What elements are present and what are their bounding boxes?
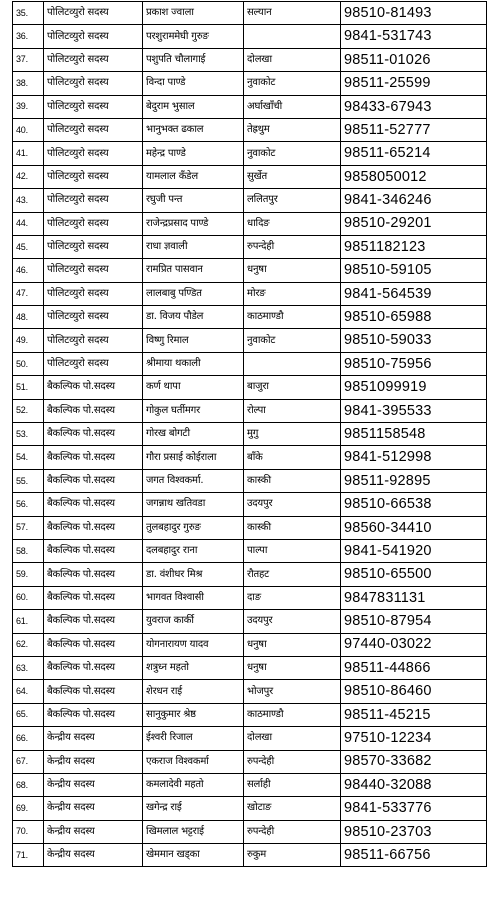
member-name-cell: यामलाल कँडेल bbox=[143, 165, 244, 188]
position-cell: बैकल्पिक पो.सदस्य bbox=[44, 656, 143, 679]
position-cell: पोलिटव्युरो सदस्य bbox=[44, 142, 143, 165]
phone-number-cell: 9841-346246 bbox=[341, 189, 487, 212]
phone-number-cell: 98511-52777 bbox=[341, 118, 487, 141]
member-name-cell: गौरा प्रसाई कोईराला bbox=[143, 446, 244, 469]
member-name-cell: भानुभक्त ढकाल bbox=[143, 118, 244, 141]
district-cell: उदयपुर bbox=[244, 493, 341, 516]
member-name-cell: शत्रुध्न महतो bbox=[143, 656, 244, 679]
table-row bbox=[13, 563, 487, 586]
position-cell: केन्द्रीय सदस्य bbox=[44, 844, 143, 867]
district-cell: रुपन्देही bbox=[244, 820, 341, 843]
phone-number-cell: 98511-66756 bbox=[341, 844, 487, 867]
phone-number-cell: 9841-564539 bbox=[341, 282, 487, 305]
district-cell: काठमाण्डौ bbox=[244, 306, 341, 329]
serial-number-cell: 37. bbox=[13, 48, 44, 71]
district-cell: उदयपुर bbox=[244, 610, 341, 633]
position-cell: पोलिटव्युरो सदस्य bbox=[44, 235, 143, 258]
phone-number-cell: 98511-01026 bbox=[341, 48, 487, 71]
member-name-cell: रघुजी पन्त bbox=[143, 189, 244, 212]
serial-number-cell: 64. bbox=[13, 680, 44, 703]
member-name-cell: विष्णु रिमाल bbox=[143, 329, 244, 352]
table-row bbox=[13, 586, 487, 609]
position-cell: बैकल्पिक पो.सदस्य bbox=[44, 539, 143, 562]
position-cell: केन्द्रीय सदस्य bbox=[44, 820, 143, 843]
phone-number-cell: 97440-03022 bbox=[341, 633, 487, 656]
serial-number-cell: 39. bbox=[13, 95, 44, 118]
phone-number-cell: 9841-541920 bbox=[341, 539, 487, 562]
table-row bbox=[13, 189, 487, 212]
serial-number-cell: 36. bbox=[13, 25, 44, 48]
district-cell: दाङ bbox=[244, 586, 341, 609]
district-cell: सल्यान bbox=[244, 2, 341, 25]
phone-number-cell: 98510-59033 bbox=[341, 329, 487, 352]
position-cell: पोलिटव्युरो सदस्य bbox=[44, 95, 143, 118]
position-cell: केन्द्रीय सदस्य bbox=[44, 750, 143, 773]
phone-number-cell: 98570-33682 bbox=[341, 750, 487, 773]
position-cell: पोलिटव्युरो सदस्य bbox=[44, 25, 143, 48]
district-cell: रुपन्देही bbox=[244, 750, 341, 773]
district-cell: काठमाण्डौ bbox=[244, 703, 341, 726]
phone-number-cell: 98511-65214 bbox=[341, 142, 487, 165]
serial-number-cell: 66. bbox=[13, 727, 44, 750]
phone-number-cell: 98511-44866 bbox=[341, 656, 487, 679]
table-row bbox=[13, 539, 487, 562]
member-name-cell: राधा ज्ञवाली bbox=[143, 235, 244, 258]
serial-number-cell: 53. bbox=[13, 423, 44, 446]
member-contact-table bbox=[12, 1, 487, 867]
position-cell: बैकल्पिक पो.सदस्य bbox=[44, 446, 143, 469]
phone-number-cell: 98510-29201 bbox=[341, 212, 487, 235]
member-name-cell: श्रीमाया थकाली bbox=[143, 352, 244, 375]
table-row bbox=[13, 95, 487, 118]
phone-number-cell: 9841-533776 bbox=[341, 797, 487, 820]
member-name-cell: दलबहादुर राना bbox=[143, 539, 244, 562]
member-table-body bbox=[13, 2, 487, 867]
member-name-cell: जगत विश्वकर्मा. bbox=[143, 469, 244, 492]
serial-number-cell: 40. bbox=[13, 118, 44, 141]
member-name-cell: युवराज कार्की bbox=[143, 610, 244, 633]
table-row bbox=[13, 516, 487, 539]
phone-number-cell: 98510-59105 bbox=[341, 259, 487, 282]
position-cell: बैकल्पिक पो.सदस्य bbox=[44, 399, 143, 422]
district-cell: मुगु bbox=[244, 423, 341, 446]
phone-number-cell: 98510-23703 bbox=[341, 820, 487, 843]
member-name-cell: तुलबहादुर गुरुङ bbox=[143, 516, 244, 539]
position-cell: बैकल्पिक पो.सदस्य bbox=[44, 586, 143, 609]
phone-number-cell: 9851099919 bbox=[341, 376, 487, 399]
position-cell: पोलिटव्युरो सदस्य bbox=[44, 48, 143, 71]
serial-number-cell: 60. bbox=[13, 586, 44, 609]
phone-number-cell: 98510-65988 bbox=[341, 306, 487, 329]
district-cell: पाल्पा bbox=[244, 539, 341, 562]
district-cell: रोल्पा bbox=[244, 399, 341, 422]
position-cell: पोलिटव्युरो सदस्य bbox=[44, 118, 143, 141]
serial-number-cell: 59. bbox=[13, 563, 44, 586]
phone-number-cell: 98510-87954 bbox=[341, 610, 487, 633]
member-name-cell: जगन्नाथ खतिवडा bbox=[143, 493, 244, 516]
table-row bbox=[13, 72, 487, 95]
serial-number-cell: 68. bbox=[13, 773, 44, 796]
position-cell: केन्द्रीय सदस्य bbox=[44, 797, 143, 820]
member-name-cell: डा. वंशीधर मिश्र bbox=[143, 563, 244, 586]
position-cell: बैकल्पिक पो.सदस्य bbox=[44, 376, 143, 399]
serial-number-cell: 54. bbox=[13, 446, 44, 469]
position-cell: पोलिटव्युरो सदस्य bbox=[44, 2, 143, 25]
member-name-cell: खगेन्द्र राई bbox=[143, 797, 244, 820]
district-cell: नुवाकोट bbox=[244, 72, 341, 95]
district-cell: बाजुरा bbox=[244, 376, 341, 399]
phone-number-cell: 97510-12234 bbox=[341, 727, 487, 750]
position-cell: बैकल्पिक पो.सदस्य bbox=[44, 563, 143, 586]
serial-number-cell: 42. bbox=[13, 165, 44, 188]
phone-number-cell: 98511-25599 bbox=[341, 72, 487, 95]
district-cell: रुकुम bbox=[244, 844, 341, 867]
position-cell: पोलिटव्युरो सदस्य bbox=[44, 189, 143, 212]
table-row bbox=[13, 750, 487, 773]
position-cell: पोलिटव्युरो सदस्य bbox=[44, 165, 143, 188]
district-cell: धनुषा bbox=[244, 656, 341, 679]
member-name-cell: कमलादेवी महतो bbox=[143, 773, 244, 796]
phone-number-cell: 9851158548 bbox=[341, 423, 487, 446]
member-name-cell: बेदुराम भुसाल bbox=[143, 95, 244, 118]
table-row bbox=[13, 329, 487, 352]
phone-number-cell: 98440-32088 bbox=[341, 773, 487, 796]
position-cell: पोलिटव्युरो सदस्य bbox=[44, 259, 143, 282]
table-row bbox=[13, 282, 487, 305]
table-row bbox=[13, 797, 487, 820]
district-cell: सुर्खेत bbox=[244, 165, 341, 188]
position-cell: पोलिटव्युरो सदस्य bbox=[44, 306, 143, 329]
phone-number-cell: 9858050012 bbox=[341, 165, 487, 188]
district-cell: कास्की bbox=[244, 516, 341, 539]
district-cell: दोलखा bbox=[244, 48, 341, 71]
district-cell: भोजपुर bbox=[244, 680, 341, 703]
member-name-cell: गोकुल घर्तीमगर bbox=[143, 399, 244, 422]
table-row bbox=[13, 165, 487, 188]
serial-number-cell: 52. bbox=[13, 399, 44, 422]
member-name-cell: राजेन्द्रप्रसाद पाण्डे bbox=[143, 212, 244, 235]
member-name-cell: डा. विजय पौडेल bbox=[143, 306, 244, 329]
serial-number-cell: 58. bbox=[13, 539, 44, 562]
member-name-cell: योगनारायण यादव bbox=[143, 633, 244, 656]
serial-number-cell: 41. bbox=[13, 142, 44, 165]
serial-number-cell: 62. bbox=[13, 633, 44, 656]
member-name-cell: सानुकुमार श्रेष्ठ bbox=[143, 703, 244, 726]
serial-number-cell: 43. bbox=[13, 189, 44, 212]
serial-number-cell: 71. bbox=[13, 844, 44, 867]
position-cell: केन्द्रीय सदस्य bbox=[44, 773, 143, 796]
member-name-cell: लालबाबु पण्डित bbox=[143, 282, 244, 305]
table-row bbox=[13, 446, 487, 469]
serial-number-cell: 67. bbox=[13, 750, 44, 773]
district-cell bbox=[244, 352, 341, 375]
district-cell: ललितपुर bbox=[244, 189, 341, 212]
serial-number-cell: 55. bbox=[13, 469, 44, 492]
table-row bbox=[13, 469, 487, 492]
table-row bbox=[13, 48, 487, 71]
serial-number-cell: 65. bbox=[13, 703, 44, 726]
district-cell: धनुषा bbox=[244, 259, 341, 282]
table-row bbox=[13, 656, 487, 679]
member-name-cell: एकराज विश्वकर्मा bbox=[143, 750, 244, 773]
table-row bbox=[13, 493, 487, 516]
position-cell: बैकल्पिक पो.सदस्य bbox=[44, 493, 143, 516]
district-cell: नुवाकोट bbox=[244, 142, 341, 165]
position-cell: बैकल्पिक पो.सदस्य bbox=[44, 423, 143, 446]
serial-number-cell: 45. bbox=[13, 235, 44, 258]
member-name-cell: प्रकाश ज्वाला bbox=[143, 2, 244, 25]
table-row bbox=[13, 306, 487, 329]
serial-number-cell: 63. bbox=[13, 656, 44, 679]
member-name-cell: महेन्द्र पाण्डे bbox=[143, 142, 244, 165]
member-name-cell: भागवत विश्वासी bbox=[143, 586, 244, 609]
table-row bbox=[13, 25, 487, 48]
phone-number-cell: 98511-45215 bbox=[341, 703, 487, 726]
position-cell: पोलिटव्युरो सदस्य bbox=[44, 72, 143, 95]
serial-number-cell: 35. bbox=[13, 2, 44, 25]
member-name-cell: शेरधन राई bbox=[143, 680, 244, 703]
district-cell: कास्की bbox=[244, 469, 341, 492]
serial-number-cell: 46. bbox=[13, 259, 44, 282]
phone-number-cell: 98510-65500 bbox=[341, 563, 487, 586]
phone-number-cell: 98433-67943 bbox=[341, 95, 487, 118]
position-cell: बैकल्पिक पो.सदस्य bbox=[44, 633, 143, 656]
phone-number-cell: 9851182123 bbox=[341, 235, 487, 258]
member-name-cell: कर्ण थापा bbox=[143, 376, 244, 399]
district-cell: अर्घाखाँची bbox=[244, 95, 341, 118]
member-name-cell: पशुपति चौलागाई bbox=[143, 48, 244, 71]
serial-number-cell: 70. bbox=[13, 820, 44, 843]
member-name-cell: खिमलाल भट्टराई bbox=[143, 820, 244, 843]
table-row bbox=[13, 727, 487, 750]
district-cell: मोरङ bbox=[244, 282, 341, 305]
phone-number-cell: 9841-512998 bbox=[341, 446, 487, 469]
district-cell: दोलखा bbox=[244, 727, 341, 750]
table-row bbox=[13, 680, 487, 703]
serial-number-cell: 69. bbox=[13, 797, 44, 820]
phone-number-cell: 98510-66538 bbox=[341, 493, 487, 516]
position-cell: केन्द्रीय सदस्य bbox=[44, 727, 143, 750]
district-cell: सर्लाही bbox=[244, 773, 341, 796]
serial-number-cell: 48. bbox=[13, 306, 44, 329]
serial-number-cell: 50. bbox=[13, 352, 44, 375]
district-cell: धनुषा bbox=[244, 633, 341, 656]
serial-number-cell: 51. bbox=[13, 376, 44, 399]
serial-number-cell: 49. bbox=[13, 329, 44, 352]
serial-number-cell: 44. bbox=[13, 212, 44, 235]
phone-number-cell: 98510-86460 bbox=[341, 680, 487, 703]
position-cell: बैकल्पिक पो.सदस्य bbox=[44, 610, 143, 633]
table-row bbox=[13, 820, 487, 843]
phone-number-cell: 98560-34410 bbox=[341, 516, 487, 539]
table-row bbox=[13, 610, 487, 633]
table-row bbox=[13, 773, 487, 796]
phone-number-cell: 98511-92895 bbox=[341, 469, 487, 492]
serial-number-cell: 57. bbox=[13, 516, 44, 539]
phone-number-cell: 9847831131 bbox=[341, 586, 487, 609]
district-cell: नुवाकोट bbox=[244, 329, 341, 352]
district-cell: तेह्रथुम bbox=[244, 118, 341, 141]
position-cell: बैकल्पिक पो.सदस्य bbox=[44, 703, 143, 726]
table-row bbox=[13, 142, 487, 165]
district-cell bbox=[244, 25, 341, 48]
table-row bbox=[13, 376, 487, 399]
table-row bbox=[13, 423, 487, 446]
position-cell: बैकल्पिक पो.सदस्य bbox=[44, 680, 143, 703]
serial-number-cell: 61. bbox=[13, 610, 44, 633]
table-row bbox=[13, 118, 487, 141]
district-cell: बाँके bbox=[244, 446, 341, 469]
table-row bbox=[13, 399, 487, 422]
serial-number-cell: 56. bbox=[13, 493, 44, 516]
position-cell: पोलिटव्युरो सदस्य bbox=[44, 282, 143, 305]
phone-number-cell: 9841-395533 bbox=[341, 399, 487, 422]
phone-number-cell: 98510-75956 bbox=[341, 352, 487, 375]
position-cell: बैकल्पिक पो.सदस्य bbox=[44, 516, 143, 539]
position-cell: पोलिटव्युरो सदस्य bbox=[44, 352, 143, 375]
position-cell: बैकल्पिक पो.सदस्य bbox=[44, 469, 143, 492]
table-row bbox=[13, 844, 487, 867]
district-cell: रुपन्देही bbox=[244, 235, 341, 258]
serial-number-cell: 47. bbox=[13, 282, 44, 305]
member-name-cell: खेममान खड्का bbox=[143, 844, 244, 867]
table-row bbox=[13, 703, 487, 726]
phone-number-cell: 9841-531743 bbox=[341, 25, 487, 48]
district-cell: रौतहट bbox=[244, 563, 341, 586]
position-cell: पोलिटव्युरो सदस्य bbox=[44, 329, 143, 352]
phone-number-cell: 98510-81493 bbox=[341, 2, 487, 25]
table-row bbox=[13, 212, 487, 235]
table-row bbox=[13, 352, 487, 375]
table-row bbox=[13, 633, 487, 656]
district-cell: धादिङ bbox=[244, 212, 341, 235]
position-cell: पोलिटव्युरो सदस्य bbox=[44, 212, 143, 235]
member-name-cell: परशुराममेघी गुरुङ bbox=[143, 25, 244, 48]
serial-number-cell: 38. bbox=[13, 72, 44, 95]
member-name-cell: विन्दा पाण्डे bbox=[143, 72, 244, 95]
district-cell: खोटाङ bbox=[244, 797, 341, 820]
member-name-cell: रामप्रित पासवान bbox=[143, 259, 244, 282]
table-row bbox=[13, 235, 487, 258]
member-name-cell: गोरख बोगटी bbox=[143, 423, 244, 446]
table-row bbox=[13, 2, 487, 25]
member-name-cell: ईश्वरी रिजाल bbox=[143, 727, 244, 750]
table-row bbox=[13, 259, 487, 282]
